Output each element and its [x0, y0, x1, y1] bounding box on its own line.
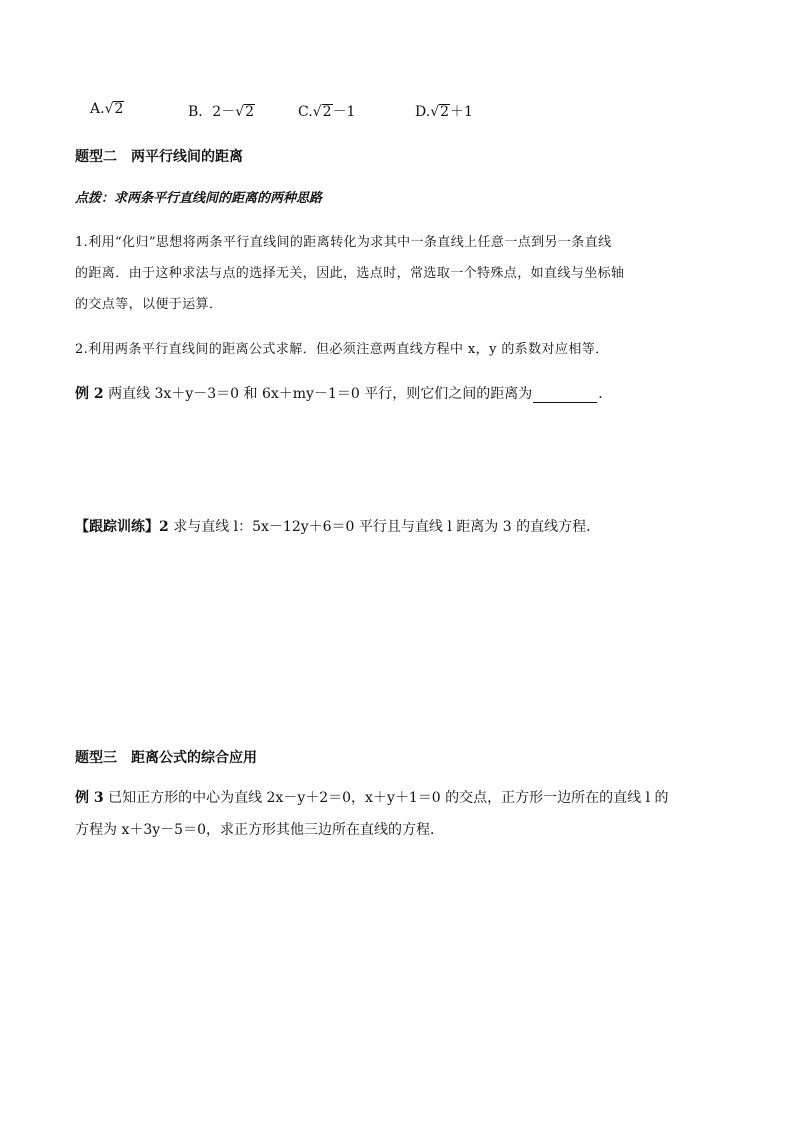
section-heading-2: 题型二 两平行线间的距离 [75, 149, 243, 165]
choice-c[interactable] [298, 101, 355, 121]
example-2-end: ． [598, 386, 613, 402]
tip-note: 点拨：求两条平行直线间的距离的两种思路 [75, 191, 323, 206]
section-heading-3: 题型三 距离公式的综合应用 [75, 750, 257, 766]
sqrt-icon: √ [104, 101, 114, 117]
tracking-text: 求与直线 l：5x－12y＋6＝0 平行且与直线 l 距离为 3 的直线方程． [168, 519, 601, 535]
sqrt-icon: √ [430, 104, 440, 120]
choice-d-suffix: ＋1 [450, 104, 473, 120]
example-3-line-2: 方程为 x＋3y－5＝0，求正方形其他三边所在直线的方程． [75, 822, 444, 838]
choice-b-prefix: 2－ [212, 104, 236, 120]
example-3-text-1: 已知正方形的中心为直线 2x－y＋2＝0，x＋y＋1＝0 的交点，正方形一边所在的直线 l 的 [103, 790, 669, 806]
choice-b[interactable] [188, 101, 255, 121]
choice-a[interactable] [90, 101, 124, 117]
method-2: 2.利用两条平行直线间的距离公式求解．但必须注意两直线方程中 x，y 的系数对应相等． [75, 342, 609, 357]
answer-blank[interactable] [533, 388, 597, 403]
sqrt-icon: √ [235, 104, 245, 120]
choice-a-label: A. [90, 101, 105, 117]
method-1-line-3: 的交点等，以便于运算． [75, 297, 223, 312]
example-2 [75, 383, 612, 403]
example-2-label: 例 2 [75, 386, 104, 402]
choice-b-label: B． [188, 104, 213, 120]
choice-d-radicand: 2 [440, 104, 450, 120]
tracking-label: 【跟踪训练】2 [75, 519, 169, 535]
example-3-line-1 [75, 787, 669, 807]
tracking-exercise-2 [75, 516, 600, 536]
choice-b-radicand: 2 [245, 104, 255, 120]
choice-c-radicand: 2 [322, 104, 332, 120]
choice-a-radicand: 2 [114, 101, 124, 117]
example-3-label: 例 3 [75, 790, 104, 806]
method-1-line-1: 1.利用“化归”思想将两条平行直线间的距离转化为求其中一条直线上任意一点到另一条直线 [75, 235, 612, 250]
example-2-text: 两直线 3x＋y－3＝0 和 6x＋my－1＝0 平行，则它们之间的距离为 [103, 386, 533, 402]
choice-c-label: C. [298, 104, 313, 120]
choice-d-label: D. [415, 104, 431, 120]
method-1-line-2: 的距离．由于这种求法与点的选择无关，因此，选点时，常选取一个特殊点，如直线与坐标轴 [75, 266, 625, 281]
choice-c-suffix: －1 [332, 104, 356, 120]
choice-d[interactable] [415, 101, 473, 121]
sqrt-icon: √ [312, 104, 322, 120]
